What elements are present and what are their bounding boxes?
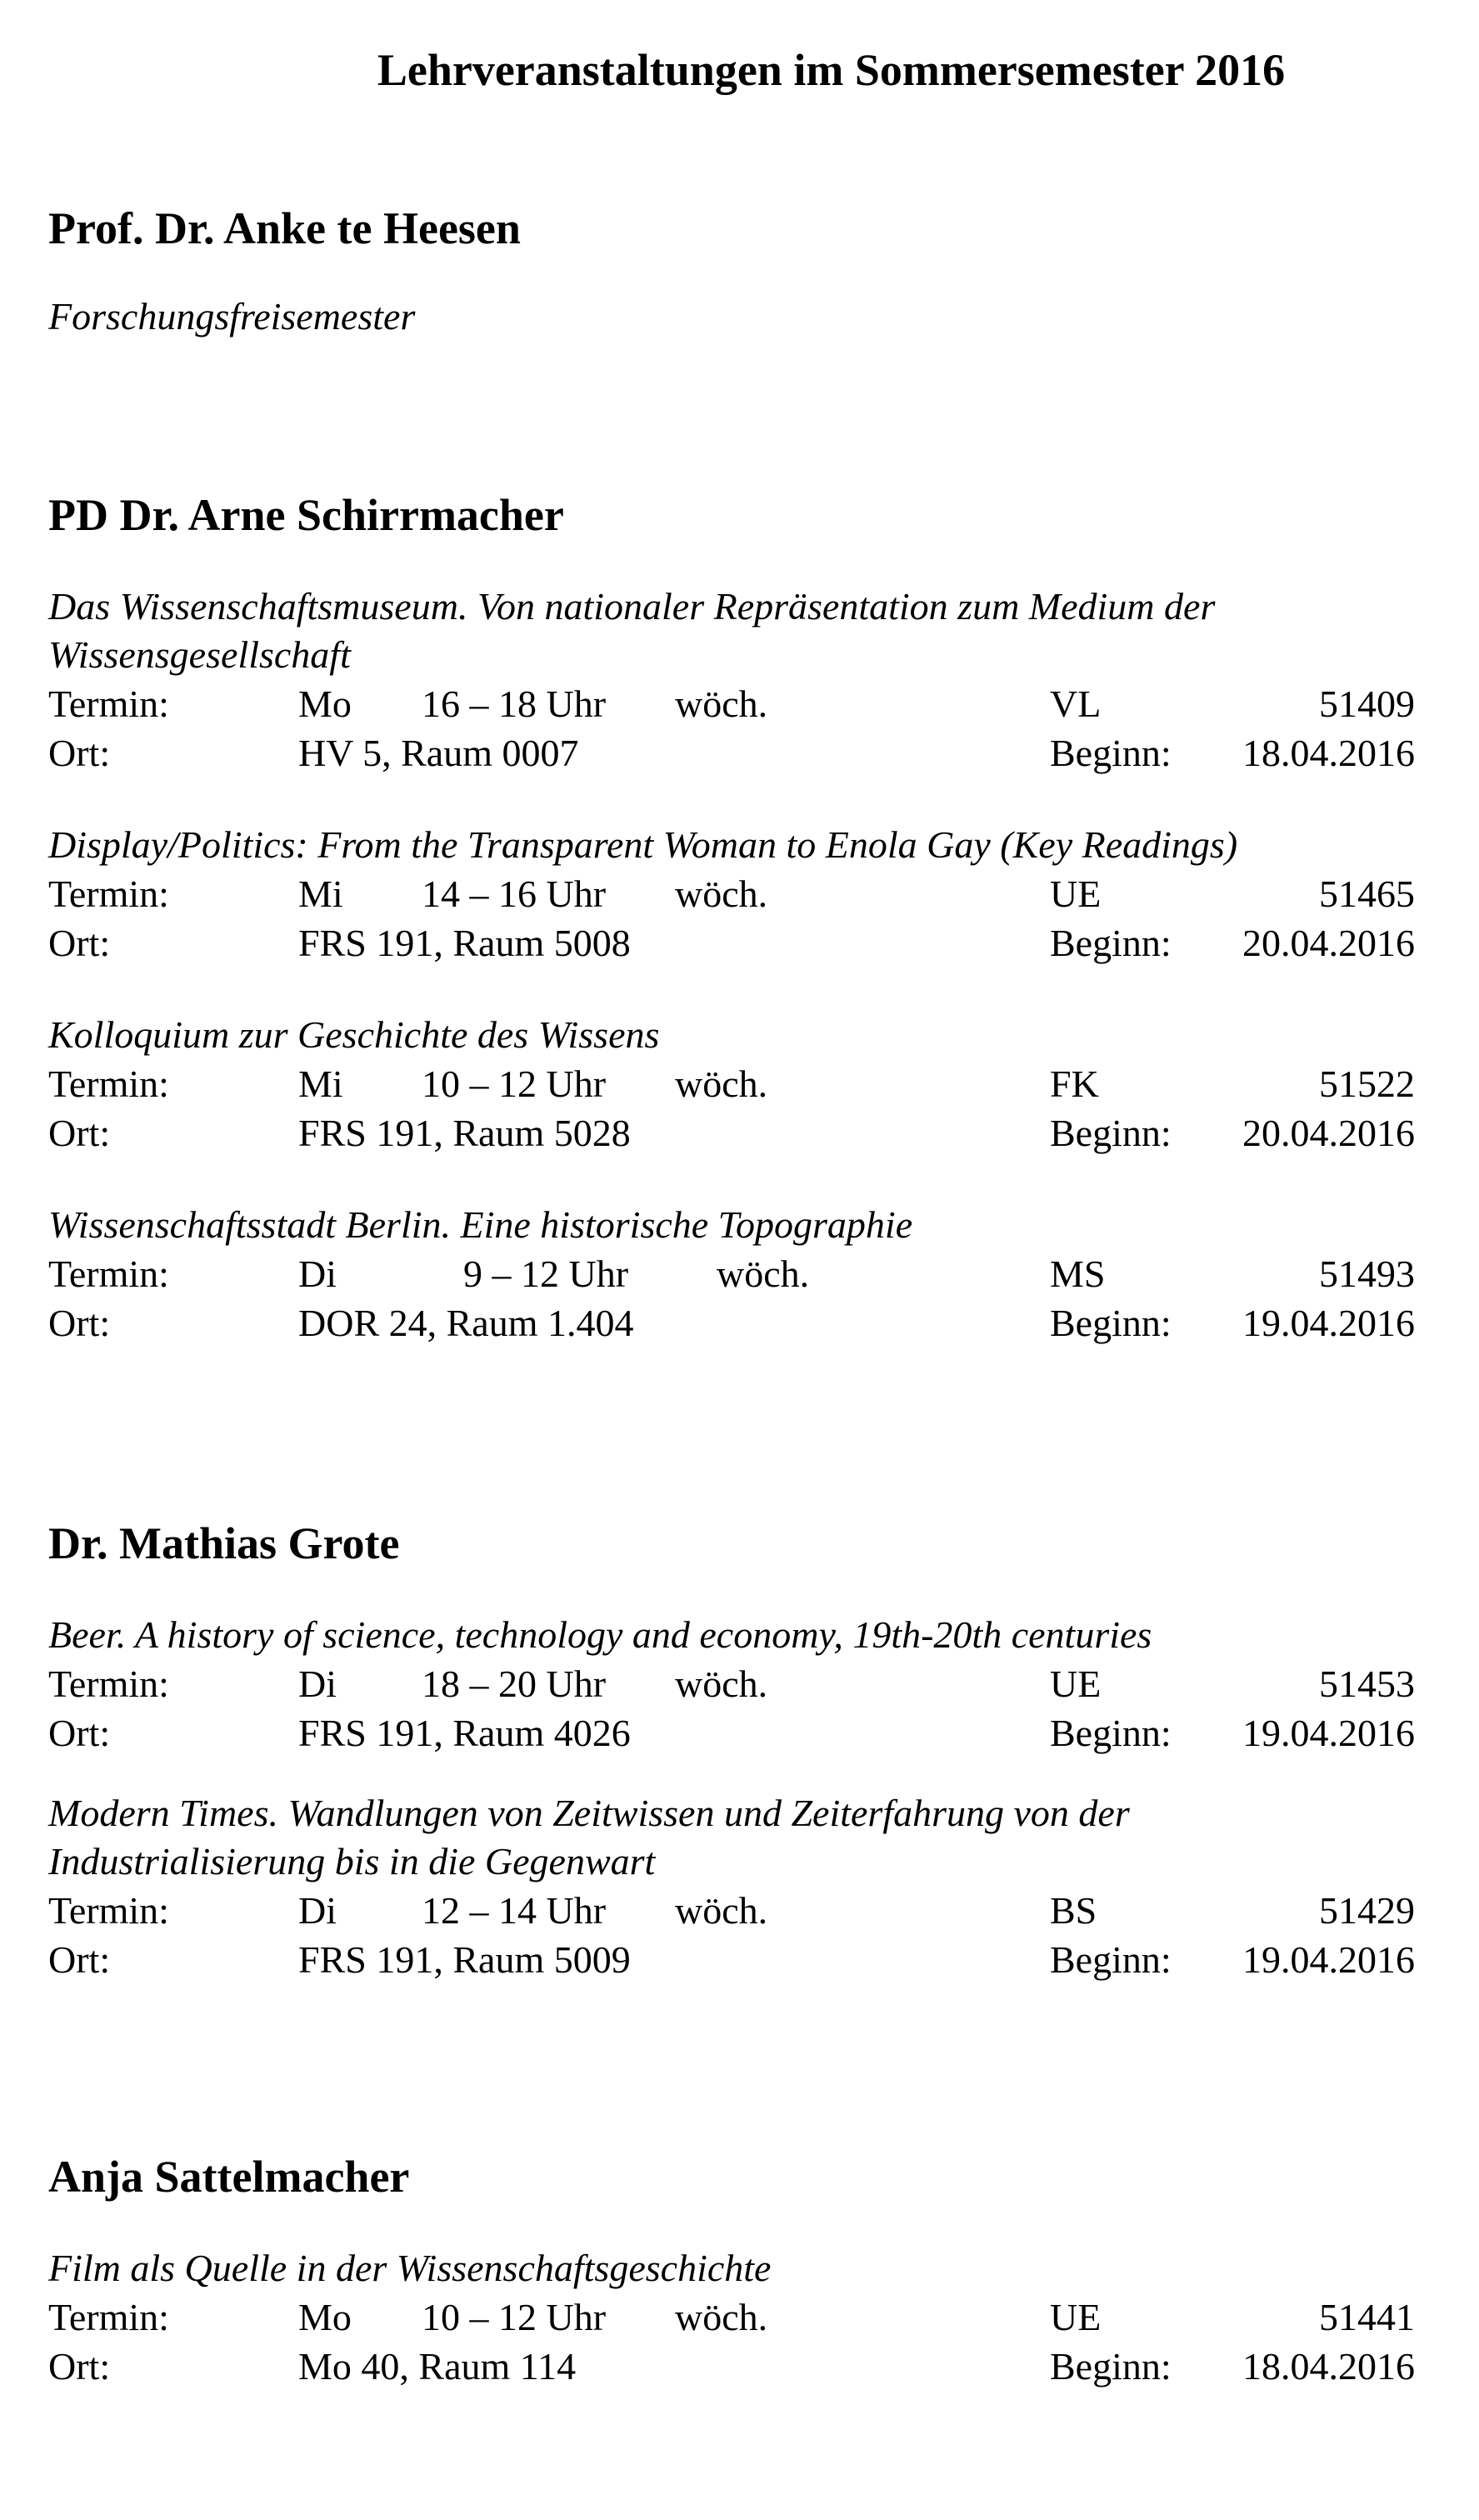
course-title bbox=[48, 2244, 1415, 2292]
course-title-line: Kolloquium zur Geschichte des Wissens bbox=[48, 1012, 660, 1056]
course-type: MS bbox=[1050, 1252, 1106, 1295]
course-time: 10 – 12 Uhr bbox=[422, 1062, 607, 1105]
ort-label: Ort: bbox=[48, 1938, 111, 1981]
location-row bbox=[48, 1708, 1415, 1758]
beginn-label: Beginn: bbox=[1050, 2344, 1172, 2388]
course-place: HV 5, Raum 0007 bbox=[298, 731, 579, 774]
course-day: Di bbox=[298, 1888, 337, 1932]
schedule-row bbox=[48, 1249, 1415, 1298]
course-frequency: wöch. bbox=[717, 1252, 810, 1295]
location-row bbox=[48, 728, 1415, 778]
course-start-date: 20.04.2016 bbox=[1242, 1111, 1415, 1154]
ort-label: Ort: bbox=[48, 1111, 111, 1154]
beginn-label: Beginn: bbox=[1050, 1111, 1172, 1154]
course-time: 16 – 18 Uhr bbox=[422, 682, 607, 725]
course-time: 18 – 20 Uhr bbox=[422, 1662, 607, 1705]
course-title bbox=[48, 1611, 1415, 1659]
lecturer-name: Anja Sattelmacher bbox=[48, 2152, 410, 2202]
course-start-date: 20.04.2016 bbox=[1242, 921, 1415, 964]
course-place: DOR 24, Raum 1.404 bbox=[298, 1301, 634, 1344]
termin-label: Termin: bbox=[48, 1662, 169, 1705]
course-place: FRS 191, Raum 5028 bbox=[298, 1111, 631, 1154]
course-frequency: wöch. bbox=[675, 682, 768, 725]
course-start-date: 18.04.2016 bbox=[1242, 731, 1415, 774]
document-title: Lehrveranstaltungen im Sommersemester 2016 bbox=[377, 45, 1286, 95]
course-number: 51465 bbox=[1319, 872, 1415, 915]
lecturer-name: Dr. Mathias Grote bbox=[48, 1518, 400, 1568]
course-title-line: Industrialisierung bis in die Gegenwart bbox=[48, 1839, 656, 1882]
course-start-date: 19.04.2016 bbox=[1242, 1938, 1415, 1981]
course-time: 14 – 16 Uhr bbox=[422, 872, 607, 915]
lecturer-section bbox=[48, 1517, 1415, 1984]
course-day: Mo bbox=[298, 682, 352, 725]
lecturer-name: Prof. Dr. Anke te Heesen bbox=[48, 203, 521, 253]
course-start-date: 19.04.2016 bbox=[1242, 1711, 1415, 1754]
course-title-line: Film als Quelle in der Wissenschaftsgeschichte bbox=[48, 2246, 772, 2289]
course-number: 51493 bbox=[1319, 1252, 1415, 1295]
course-title-line: Beer. A history of science, technology and economy, 19th-20th centuries bbox=[48, 1612, 1152, 1656]
ort-label: Ort: bbox=[48, 2344, 111, 2388]
ort-label: Ort: bbox=[48, 921, 111, 964]
course-title-line: Modern Times. Wandlungen von Zeitwissen und Zeiterfahrung von der bbox=[48, 1791, 1130, 1834]
course-title-line: Das Wissenschaftsmuseum. Von nationaler Repräsentation zum Medium der bbox=[48, 584, 1216, 628]
course-place: FRS 191, Raum 4026 bbox=[298, 1711, 631, 1754]
ort-label: Ort: bbox=[48, 1711, 111, 1754]
course-time: 12 – 14 Uhr bbox=[422, 1888, 607, 1932]
course-entry bbox=[48, 1789, 1415, 1984]
course-frequency: wöch. bbox=[675, 2295, 768, 2338]
beginn-label: Beginn: bbox=[1050, 921, 1172, 964]
beginn-label: Beginn: bbox=[1050, 1301, 1172, 1344]
course-title bbox=[48, 582, 1415, 679]
termin-label: Termin: bbox=[48, 1252, 169, 1295]
course-day: Mi bbox=[298, 1062, 343, 1105]
location-row bbox=[48, 2342, 1415, 2391]
course-number: 51409 bbox=[1319, 682, 1415, 725]
course-day: Mi bbox=[298, 872, 343, 915]
location-row bbox=[48, 1108, 1415, 1158]
course-frequency: wöch. bbox=[675, 1662, 768, 1705]
termin-label: Termin: bbox=[48, 1888, 169, 1932]
course-type: UE bbox=[1050, 1662, 1102, 1705]
course-title bbox=[48, 821, 1415, 869]
course-start-date: 18.04.2016 bbox=[1242, 2344, 1415, 2388]
lecturer-section bbox=[48, 488, 1415, 1348]
termin-label: Termin: bbox=[48, 872, 169, 915]
course-type: UE bbox=[1050, 2295, 1102, 2338]
course-type: UE bbox=[1050, 872, 1102, 915]
location-row bbox=[48, 918, 1415, 968]
termin-label: Termin: bbox=[48, 1062, 169, 1105]
course-type: VL bbox=[1050, 682, 1102, 725]
ort-label: Ort: bbox=[48, 1301, 111, 1344]
schedule-row bbox=[48, 1886, 1415, 1935]
lecturer-section bbox=[48, 2150, 1415, 2391]
course-number: 51522 bbox=[1319, 1062, 1415, 1105]
course-entry bbox=[48, 1011, 1415, 1158]
course-title-line: Wissenschaftsstadt Berlin. Eine historische Topographie bbox=[48, 1202, 913, 1246]
course-place: FRS 191, Raum 5009 bbox=[298, 1938, 631, 1981]
course-title bbox=[48, 1789, 1415, 1886]
course-number: 51441 bbox=[1319, 2295, 1415, 2338]
schedule-row bbox=[48, 1059, 1415, 1108]
beginn-label: Beginn: bbox=[1050, 1711, 1172, 1754]
termin-label: Termin: bbox=[48, 682, 169, 725]
course-place: FRS 191, Raum 5008 bbox=[298, 921, 631, 964]
course-frequency: wöch. bbox=[675, 1062, 768, 1105]
course-frequency: wöch. bbox=[675, 872, 768, 915]
schedule-row bbox=[48, 1659, 1415, 1708]
beginn-label: Beginn: bbox=[1050, 731, 1172, 774]
location-row bbox=[48, 1298, 1415, 1348]
course-entry bbox=[48, 582, 1415, 778]
course-title-line: Display/Politics: From the Transparent Woman to Enola Gay (Key Readings) bbox=[48, 822, 1238, 866]
course-title bbox=[48, 1011, 1415, 1059]
location-row bbox=[48, 1935, 1415, 1984]
course-entry bbox=[48, 1201, 1415, 1348]
course-start-date: 19.04.2016 bbox=[1242, 1301, 1415, 1344]
beginn-label: Beginn: bbox=[1050, 1938, 1172, 1981]
course-time: 10 – 12 Uhr bbox=[422, 2295, 607, 2338]
course-day: Di bbox=[298, 1252, 337, 1295]
lecturer-name: PD Dr. Arne Schirrmacher bbox=[48, 490, 564, 540]
termin-label: Termin: bbox=[48, 2295, 169, 2338]
course-place: Mo 40, Raum 114 bbox=[298, 2344, 577, 2388]
course-entry bbox=[48, 2244, 1415, 2391]
course-type: FK bbox=[1050, 1062, 1099, 1105]
lecturer-note: Forschungsfreisemester bbox=[48, 294, 416, 338]
course-entry bbox=[48, 821, 1415, 968]
course-frequency: wöch. bbox=[675, 1888, 768, 1932]
course-title-line: Wissensgesellschaft bbox=[48, 632, 351, 676]
course-number: 51453 bbox=[1319, 1662, 1415, 1705]
course-day: Mo bbox=[298, 2295, 352, 2338]
course-number: 51429 bbox=[1319, 1888, 1415, 1932]
course-day: Di bbox=[298, 1662, 337, 1705]
course-type: BS bbox=[1050, 1888, 1097, 1932]
lecturer-section bbox=[48, 202, 1415, 341]
course-time: 9 – 12 Uhr bbox=[463, 1252, 629, 1295]
schedule-row bbox=[48, 2292, 1415, 2342]
course-title bbox=[48, 1201, 1415, 1249]
ort-label: Ort: bbox=[48, 731, 111, 774]
schedule-row bbox=[48, 679, 1415, 728]
course-entry bbox=[48, 1611, 1415, 1758]
schedule-row bbox=[48, 869, 1415, 918]
